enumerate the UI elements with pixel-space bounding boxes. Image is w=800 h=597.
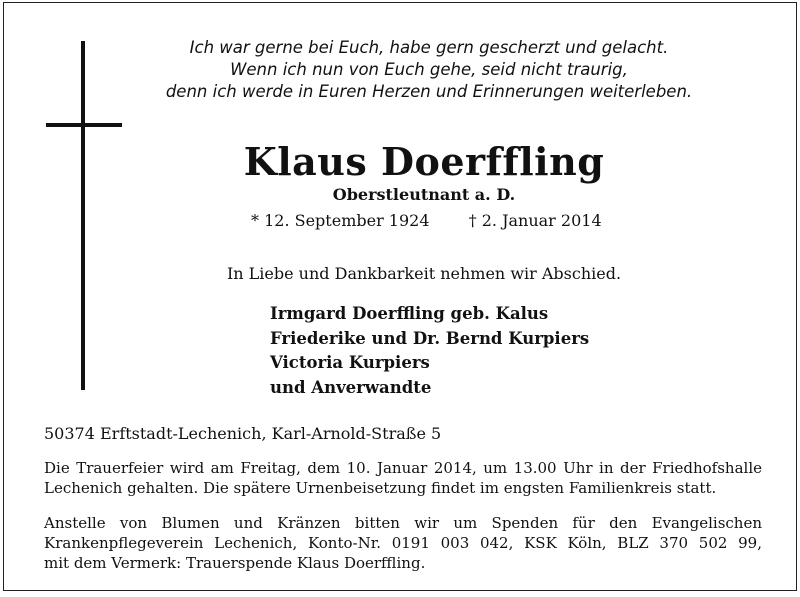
funeral-info-line: Die Trauerfeier wird am Freitag, dem 10. Januar 2014, um 13.00 Uhr in der Friedhofshalle <box>44 459 762 477</box>
funeral-info-line: Lechenich gehalten. Die spätere Urnenbeisetzung findet im engsten Familienkreis statt. <box>44 479 717 497</box>
life-dates <box>251 211 602 230</box>
birth-date: * 12. September 1924 <box>251 211 430 230</box>
deceased-rank: Oberstleutnant a. D. <box>332 185 516 204</box>
mourners-list <box>270 302 589 400</box>
funeral-info <box>44 458 762 498</box>
donation-info-line: mit dem Vermerk: Trauerspende Klaus Doerffling. <box>44 554 426 572</box>
mourner: und Anverwandte <box>270 377 432 397</box>
donation-info <box>44 513 762 573</box>
donation-info-line: Anstelle von Blumen und Kränzen bitten wir um Spenden für den Evangelischen <box>44 514 762 532</box>
obituary-notice <box>3 2 797 591</box>
death-date: † 2. Januar 2014 <box>468 211 602 230</box>
poem-line: Wenn ich nun von Euch gehe, seid nicht traurig, <box>230 60 628 79</box>
family-address: 50374 Erftstadt-Lechenich, Karl-Arnold-Straße 5 <box>44 424 442 443</box>
mourner: Victoria Kurpiers <box>270 353 430 372</box>
cross-icon-bar <box>46 123 122 127</box>
poem-line: Ich war gerne bei Euch, habe gern gescherzt und gelacht. <box>189 38 669 57</box>
cross-icon <box>81 41 85 390</box>
farewell-text: In Liebe und Dankbarkeit nehmen wir Abschied. <box>226 264 622 283</box>
deceased-name: Klaus Doerffling <box>243 139 605 184</box>
mourner: Irmgard Doerffling geb. Kalus <box>270 304 549 323</box>
poem-line: denn ich werde in Euren Herzen und Erinnerungen weiterleben. <box>165 82 693 101</box>
mourner: Friederike und Dr. Bernd Kurpiers <box>270 328 590 348</box>
memorial-poem <box>124 37 734 103</box>
donation-info-line: Krankenpflegeverein Lechenich, Konto-Nr. 0191 003 042, KSK Köln, BLZ 370 502 99, <box>44 534 762 552</box>
